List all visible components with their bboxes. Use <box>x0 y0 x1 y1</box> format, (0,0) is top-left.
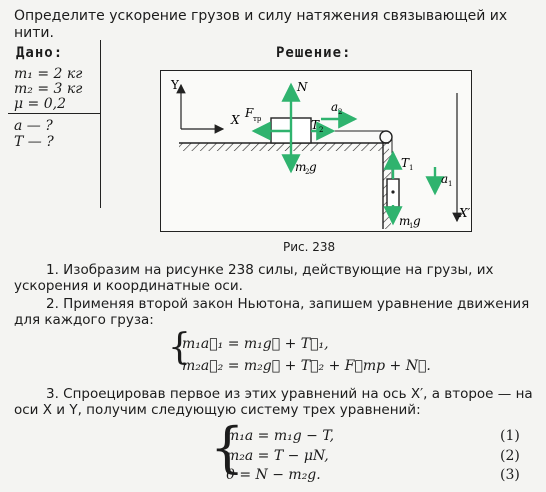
label-t1-sub: 1 <box>409 164 414 172</box>
solution-title: Решение: <box>276 45 352 61</box>
given-m2: m₂ = 3 кг <box>14 81 83 97</box>
figure-caption: Рис. 238 <box>283 240 336 254</box>
given-separator <box>8 113 100 114</box>
label-m2g-g: g <box>309 160 317 174</box>
label-n: N <box>297 80 308 94</box>
brace-newton: { <box>168 327 191 368</box>
label-t2-sub: 2 <box>319 126 324 134</box>
newton-eq-2: m₂a⃗₂ = m₂g⃗ + T⃗₂ + F⃗тр + N⃗. <box>182 358 431 374</box>
system-eq-2: m₂a = T − μN, <box>226 448 329 464</box>
find-a: a — ? <box>14 118 53 134</box>
newton-eq-1: m₁a⃗₁ = m₁g⃗ + T⃗₁, <box>182 336 329 352</box>
system-eq-3: 0 = N − m₂g. <box>226 467 321 483</box>
system-eq-3-number: (3) <box>500 467 520 483</box>
axis-xprime-label: X′ <box>459 206 471 220</box>
label-t2: T <box>311 118 320 132</box>
label-m2g: m <box>295 160 307 174</box>
label-ftr: F <box>245 106 254 120</box>
axis-y-label: Y <box>171 78 179 92</box>
brace-system: { <box>210 416 245 479</box>
given-mu: μ = 0,2 <box>14 96 66 112</box>
step-1: 1. Изобразим на рисунке 238 силы, действующие на грузы, их ускорения и координатные оси. <box>14 262 494 294</box>
table-surface <box>179 143 391 229</box>
step-3: 3. Спроецировав первое из этих уравнений на ось X′, а второе — на оси X и Y, получим следующую систему трех уравнений: <box>14 386 533 418</box>
label-a1: a <box>441 172 449 186</box>
axis-x-label: X <box>231 113 240 127</box>
label-a2: a <box>331 100 339 114</box>
figure-diagram <box>161 71 471 231</box>
label-m2g-sub: 2 <box>305 168 310 176</box>
system-eq-1: m₁a = m₁g − T, <box>226 428 335 444</box>
coordinate-axes <box>170 78 240 129</box>
label-m1g: m <box>399 214 411 228</box>
pulley <box>380 131 392 143</box>
label-a1-sub: 1 <box>448 180 453 188</box>
figure-238 <box>160 70 472 232</box>
problem-statement: Определите ускорение грузов и силу натяжения связывающей их нити. <box>14 8 508 41</box>
system-eq-2-number: (2) <box>500 448 520 464</box>
label-ftr-sub: тр <box>253 115 262 123</box>
label-t1: T <box>401 156 410 170</box>
label-m1g-g: g <box>413 214 421 228</box>
given-m1: m₁ = 2 кг <box>14 66 83 82</box>
given-title: Дано: <box>16 45 64 61</box>
find-t: T — ? <box>14 134 54 150</box>
label-a2-sub: 2 <box>338 108 343 116</box>
step-2: 2. Применяя второй закон Ньютона, запишем уравнение движения для каждого груза: <box>14 296 530 328</box>
label-m1g-sub: 1 <box>409 222 414 230</box>
system-eq-1-number: (1) <box>500 428 520 444</box>
